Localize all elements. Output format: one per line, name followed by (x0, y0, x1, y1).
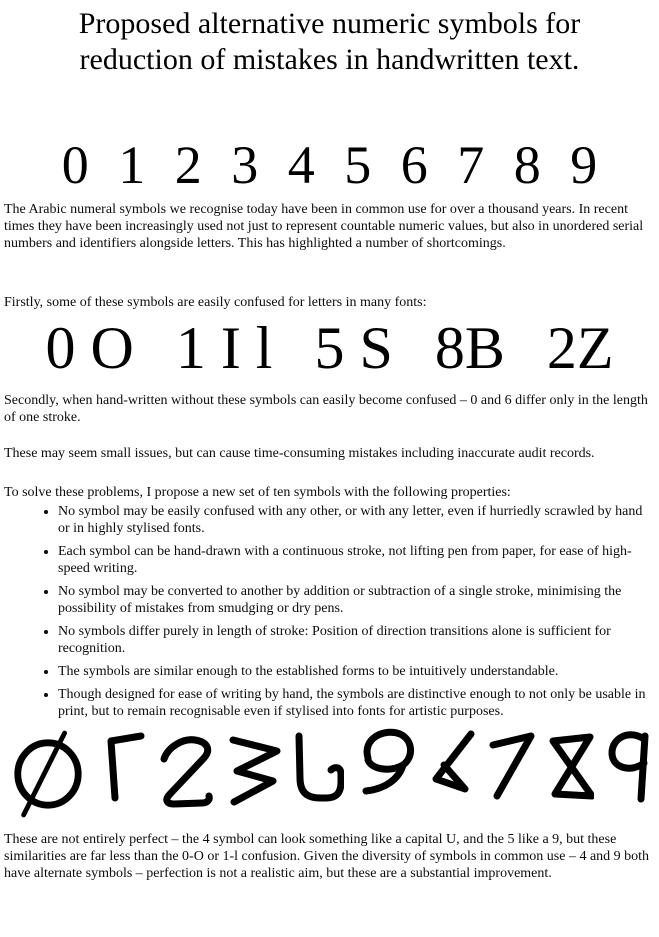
confusable-characters-row (0, 317, 659, 379)
proposed-symbol-0-icon (10, 726, 86, 822)
closing-paragraph: These are not entirely perfect – the 4 symbol can look something like a capital U, and the 5 like a 9, but these similarities are far less than the 0-O or 1-l confusion. Given the diversity of symbols in common use – 4 and 9 both have alternate symbols – perfection is not a realistic aim, but these are a substantial improvement. (4, 832, 650, 881)
secondly-paragraph: Secondly, when hand-written without these symbols can easily become confused – 0 and 6 differ only in the length of one stroke. (4, 393, 648, 425)
confusable-group-8B: 8B (434, 315, 505, 381)
proposed-symbol-9-icon (607, 726, 649, 822)
bullet-item: • Each symbol can be hand-drawn with a continuous stroke, not lifting pen from paper, for ease of high-speed writing. (58, 543, 654, 577)
confusable-group-0O: 0 O (45, 315, 134, 381)
proposed-symbol-3-icon (229, 726, 281, 822)
bullet-item: • Though designed for ease of writing by hand, the symbols are distinctive enough to not only be usable in print, but to remain recognisable even if stylised into fonts for artistic purposes. (58, 686, 654, 720)
confusable-group-2Z: 2Z (546, 315, 614, 381)
proposed-symbol-8-icon (548, 726, 594, 822)
proposed-symbol-4-icon (294, 726, 344, 822)
proposed-symbol-6-icon (428, 726, 476, 822)
intro-paragraph: The Arabic numeral symbols we recognise today have been in common use for over a thousand years. In recent times they have been increasingly used not just to represent countable numeric values, but also in unordered serial numbers and identifiers alongside letters. This has highlighted a number of shortcomings. (4, 202, 644, 251)
document-page (0, 6, 659, 937)
proposed-symbols-row (0, 726, 659, 822)
small-issues-paragraph: These may seem small issues, but can cause time-consuming mistakes including inaccurate audit records. (4, 446, 595, 461)
bullet-item: • No symbol may be converted to another by addition or subtraction of a single stroke, minimising the possibility of mistakes from smudging or dry pens. (58, 583, 654, 617)
title-line-1: Proposed alternative numeric symbols for (78, 7, 581, 40)
arabic-numerals-row: 0 1 2 3 4 5 6 7 8 9 (61, 135, 598, 195)
bullet-item: • No symbol may be easily confused with any other, or with any letter, even if hurriedly scrawled by hand or in highly stylised fonts. (58, 503, 654, 537)
bullet-item: • No symbols differ purely in length of stroke: Position of direction transitions alone is sufficient for recognition. (58, 623, 654, 657)
firstly-line: Firstly, some of these symbols are easily confused for letters in many fonts: (4, 295, 427, 310)
proposal-intro-line: To solve these problems, I propose a new set of ten symbols with the following properties: (4, 485, 511, 500)
confusable-group-5S: 5 S (314, 315, 393, 381)
proposed-symbol-2-icon (158, 726, 216, 822)
properties-bullet-list (0, 503, 654, 720)
proposed-symbol-5-icon (358, 726, 415, 822)
page-title (8, 6, 651, 78)
proposed-symbol-1-icon (99, 726, 145, 822)
proposed-symbol-7-icon (489, 726, 535, 822)
confusable-group-1Il: 1 I l (175, 315, 273, 381)
bullet-item: • The symbols are similar enough to the established forms to be intuitively understandable. (58, 663, 654, 680)
title-line-2: reduction of mistakes in handwritten text. (79, 43, 580, 76)
